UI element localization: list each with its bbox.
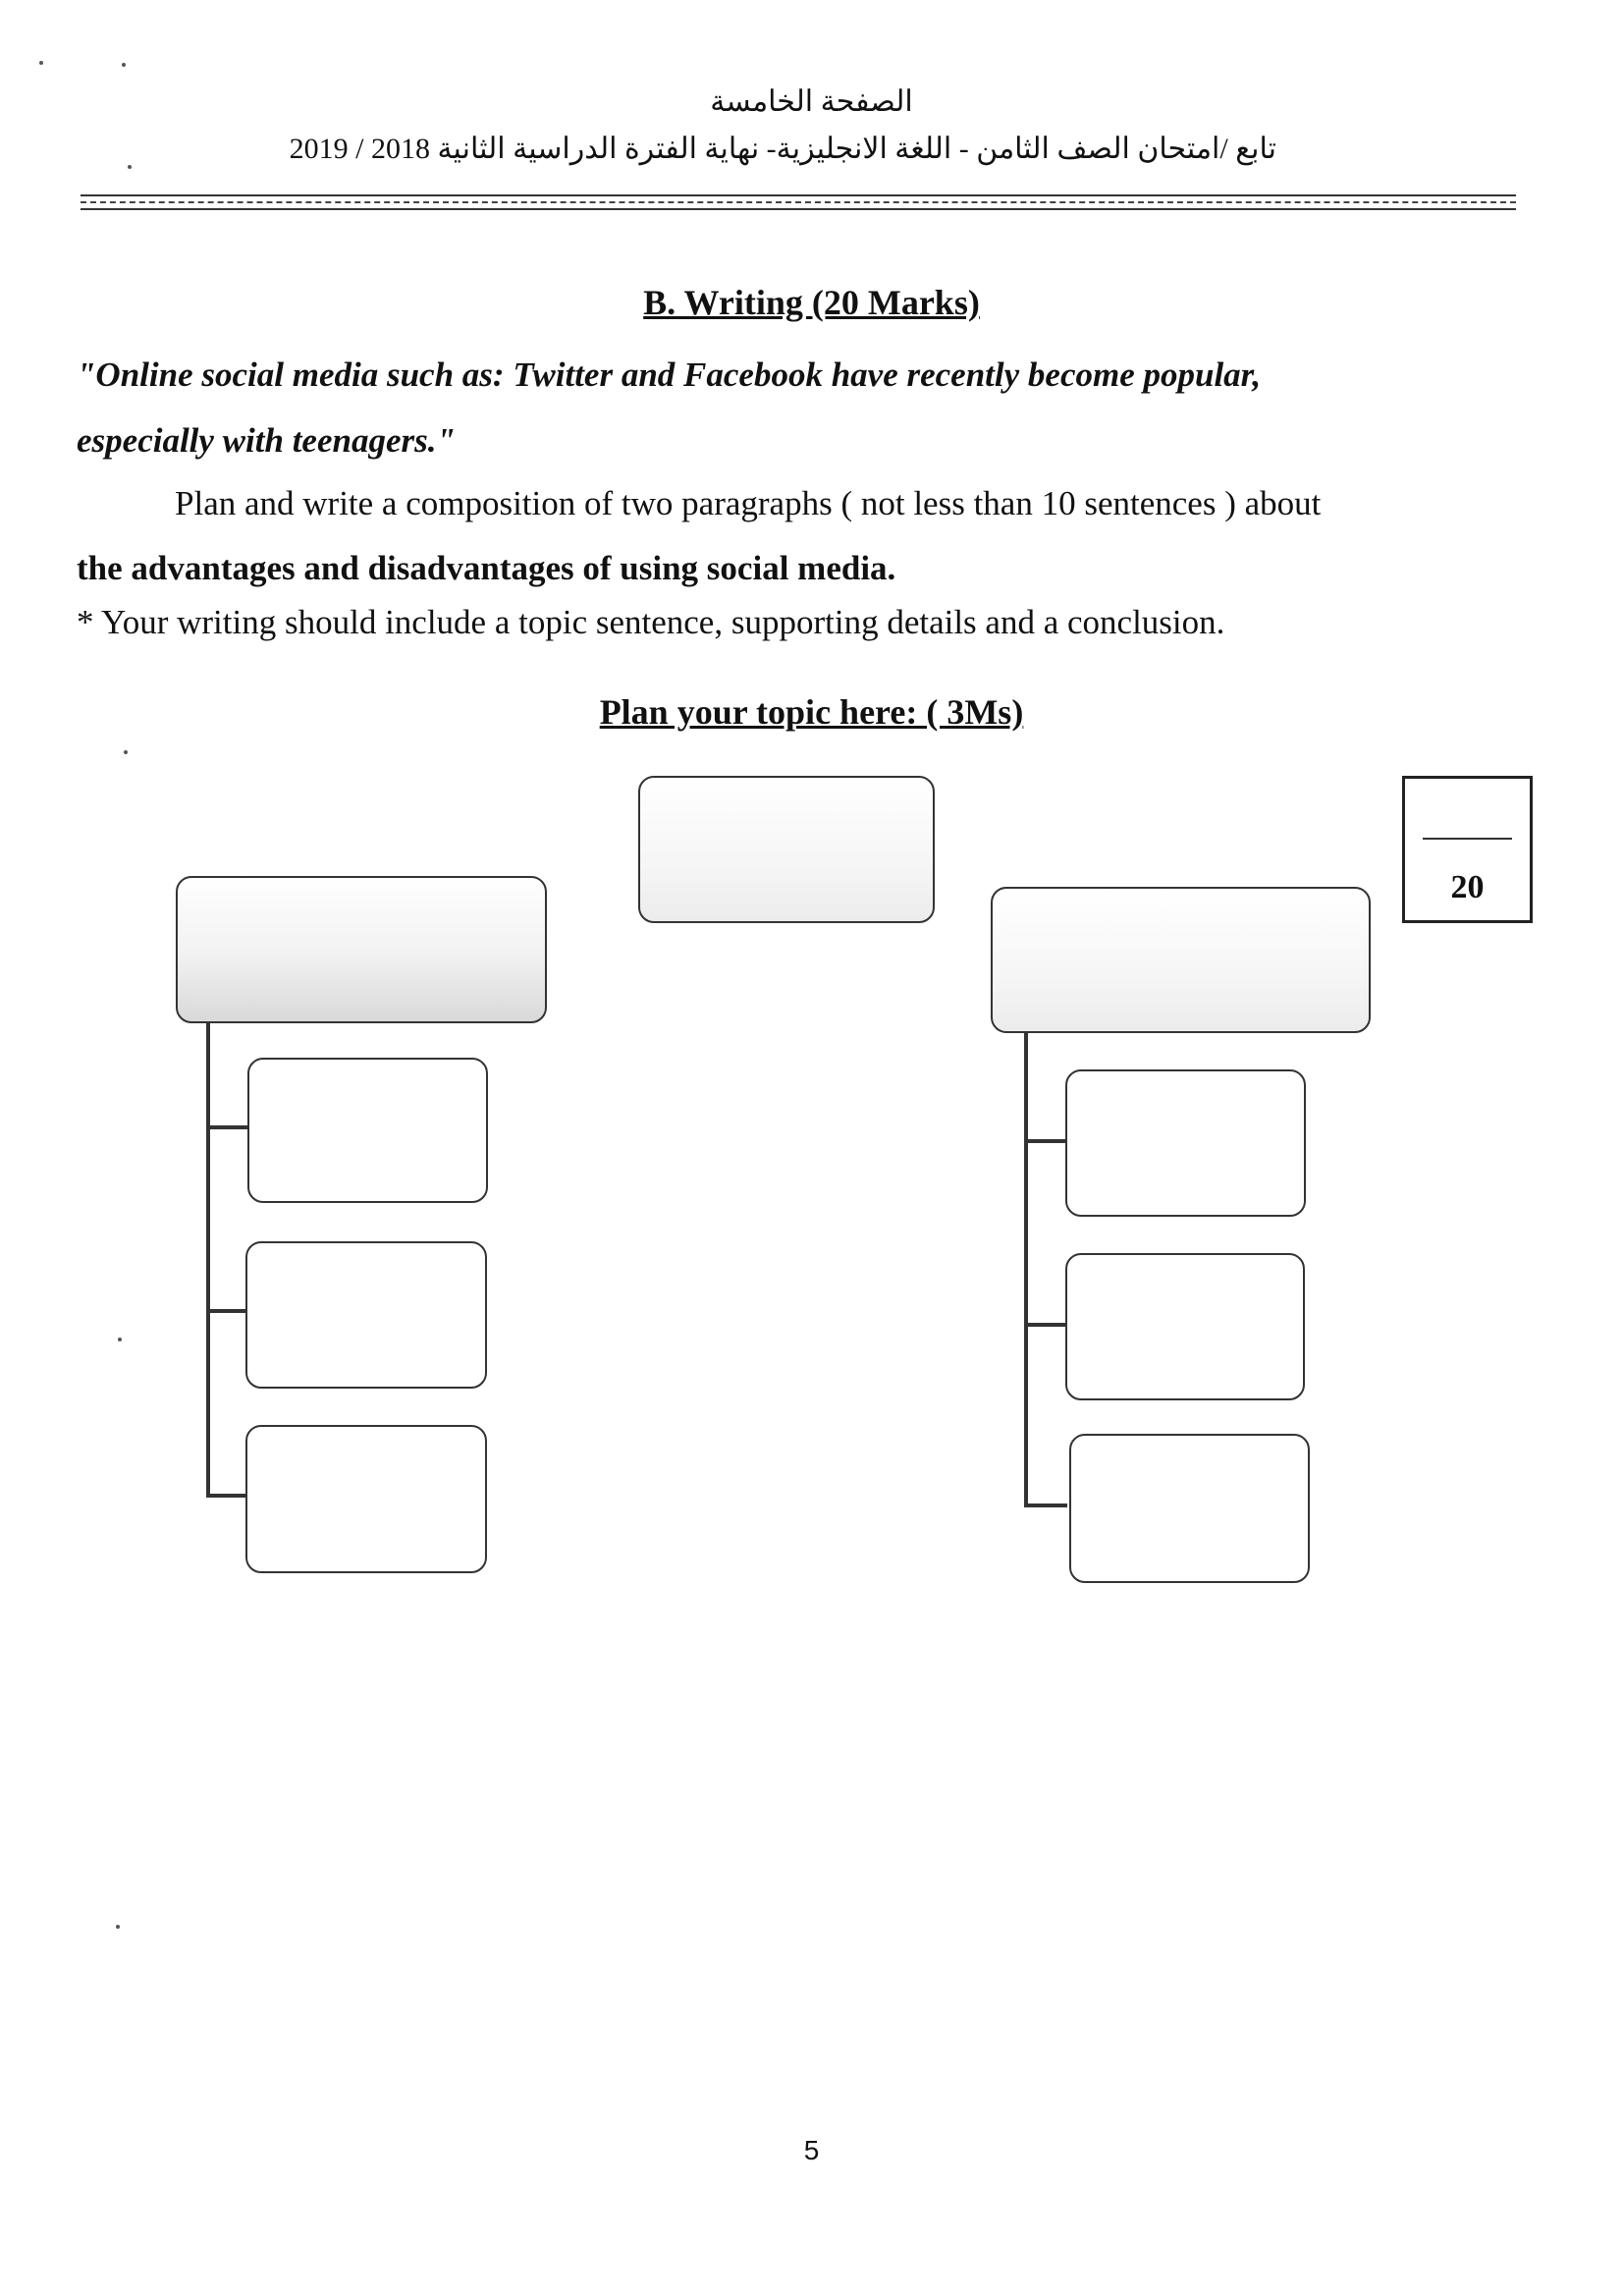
scan-speck [122,63,126,67]
right-connector-vertical [1024,1031,1028,1507]
left-detail-box-3[interactable] [245,1425,487,1573]
prompt-quote [77,342,1518,473]
right-connector-branch [1024,1323,1067,1327]
prompt-quote-line-1: "Online social media such as: Twitter and Facebook have recently become popular, [77,355,1262,394]
score-blank-line[interactable] [1423,838,1512,840]
page-label: الصفحة الخامسة [710,85,913,118]
writing-note: * Your writing should include a topic sentence, supporting details and a conclusion. [77,603,1225,641]
right-connector-branch [1024,1139,1067,1143]
scan-speck [124,750,128,754]
prompt-quote-line-2: especially with teenagers." [77,421,456,460]
page-number: 5 [803,2135,820,2165]
central-topic-box[interactable] [638,776,935,923]
left-heading-box[interactable] [176,876,547,1023]
plan-title: Plan your topic here: ( 3Ms) [599,692,1024,732]
scan-speck [128,165,132,169]
instruction [77,471,1518,601]
right-detail-box-1[interactable] [1065,1069,1306,1217]
left-connector-branch [206,1494,249,1498]
exam-title: تابع /امتحان الصف الثامن - اللغة الانجليزية- نهاية الفترة الدراسية الثانية 2018 / 2019 [289,133,1276,165]
scan-speck [39,61,43,65]
instruction-text: Plan and write a composition of two paragraphs ( not less than 10 sentences ) about [175,484,1322,522]
right-detail-box-3[interactable] [1069,1434,1310,1583]
left-detail-box-2[interactable] [245,1241,487,1389]
section-title: B. Writing (20 Marks) [643,283,980,322]
left-detail-box-1[interactable] [247,1058,488,1203]
right-connector-branch [1024,1503,1067,1507]
left-connector-vertical [206,1021,210,1498]
left-connector-branch [206,1309,249,1313]
header-separator [81,194,1516,210]
score-box [1402,776,1533,923]
instruction-topic: the advantages and disadvantages of using social media. [77,549,896,587]
left-connector-branch [206,1125,249,1129]
right-heading-box[interactable] [991,887,1371,1033]
score-total: 20 [1450,869,1485,905]
scan-speck [118,1338,122,1341]
scan-speck [116,1925,120,1929]
right-detail-box-2[interactable] [1065,1253,1305,1400]
